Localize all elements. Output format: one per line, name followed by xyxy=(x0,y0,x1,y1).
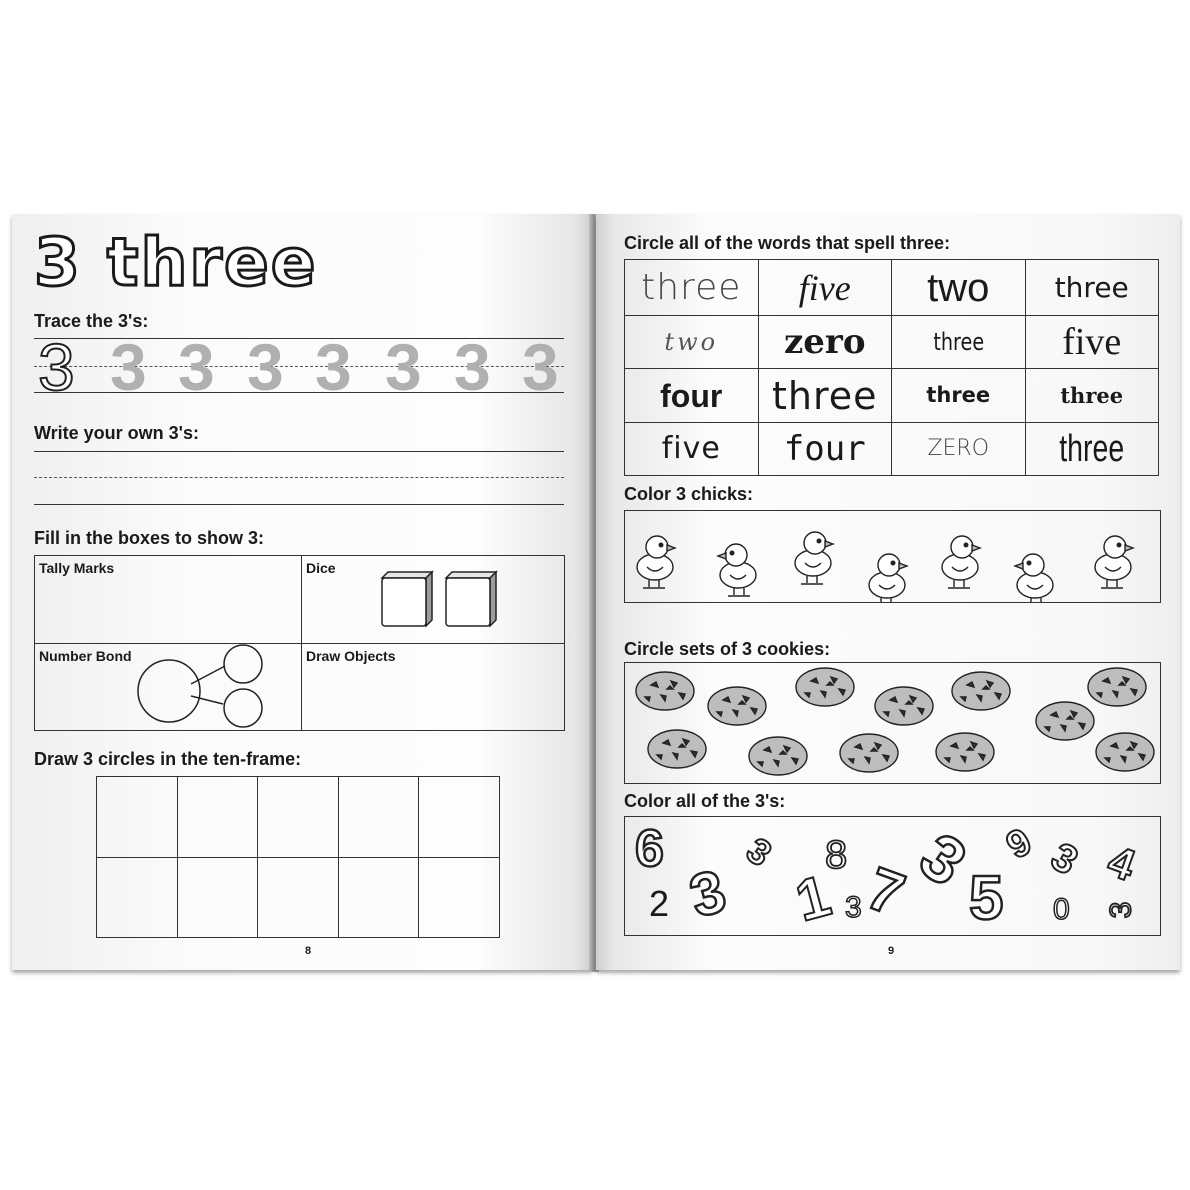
number-glyph[interactable]: 0 xyxy=(1053,893,1070,926)
number-glyph[interactable]: 1 xyxy=(789,862,838,935)
trace-digit[interactable]: 3 xyxy=(454,330,491,404)
word-cell[interactable]: four xyxy=(758,422,892,475)
word-cell[interactable]: ZERO xyxy=(892,422,1026,475)
number-bond-diagram xyxy=(135,644,267,732)
chicks-box xyxy=(624,510,1161,603)
chicks-group xyxy=(625,511,1160,602)
write-mid-dashed-line xyxy=(34,477,564,478)
numbers-box xyxy=(624,816,1161,936)
chick-icon[interactable] xyxy=(795,532,833,584)
chick-icon[interactable] xyxy=(869,554,907,602)
write-base-line[interactable] xyxy=(34,504,564,505)
ten-frame-cell[interactable] xyxy=(338,857,419,938)
trace-digit[interactable]: 3 xyxy=(247,330,284,404)
trace-digit[interactable]: 3 xyxy=(178,330,215,404)
cookie-icon[interactable] xyxy=(1088,668,1146,706)
write-top-line[interactable] xyxy=(34,451,564,452)
word-cell[interactable]: five xyxy=(758,260,892,316)
write-heading: Write your own 3's: xyxy=(34,423,199,443)
word-cell[interactable]: five xyxy=(625,422,759,475)
word-cell[interactable]: three xyxy=(905,316,1012,369)
number-bond-label: Number Bond xyxy=(39,647,132,664)
fill-boxes-table xyxy=(34,555,565,731)
ten-frame-cell[interactable] xyxy=(97,777,178,858)
tenframe-heading: Draw 3 circles in the ten-frame: xyxy=(34,749,302,769)
word-cell[interactable]: two xyxy=(625,316,759,369)
number-glyph[interactable]: 3 xyxy=(1043,834,1086,884)
trace-digit[interactable]: 3 xyxy=(385,330,422,404)
word-cell[interactable]: two xyxy=(892,260,1026,316)
tally-marks-label: Tally Marks xyxy=(39,560,115,576)
dice-box[interactable] xyxy=(302,556,565,644)
cookie-icon[interactable] xyxy=(648,730,706,768)
dice-icon xyxy=(376,568,501,632)
word-cell[interactable]: three xyxy=(892,369,1026,422)
word-cell[interactable]: five xyxy=(1025,316,1159,369)
trace-heading: Trace the 3's: xyxy=(34,311,149,331)
numbers-heading: Color all of the 3's: xyxy=(624,791,786,811)
word-cell[interactable]: three xyxy=(758,369,892,422)
word-cell[interactable]: three xyxy=(1042,422,1142,475)
cookie-icon[interactable] xyxy=(936,733,994,771)
fill-heading: Fill in the boxes to show 3: xyxy=(34,528,265,548)
words-heading: Circle all of the words that spell three: xyxy=(624,233,951,253)
number-bond-box[interactable] xyxy=(35,643,302,731)
number-glyph[interactable]: 3 xyxy=(682,856,733,931)
page-title: 3 three xyxy=(34,224,318,301)
cookie-icon[interactable] xyxy=(1096,733,1154,771)
cookies-box xyxy=(624,662,1161,784)
cookie-icon[interactable] xyxy=(796,668,854,706)
chick-icon[interactable] xyxy=(637,536,675,588)
ten-frame-cell[interactable] xyxy=(338,777,419,858)
chick-icon[interactable] xyxy=(1015,554,1053,602)
number-glyph[interactable]: 3 xyxy=(1104,901,1138,919)
number-glyph[interactable]: 2 xyxy=(649,883,670,924)
cookies-heading: Circle sets of 3 cookies: xyxy=(624,639,831,659)
ten-frame-cell[interactable] xyxy=(177,857,258,938)
cookie-icon[interactable] xyxy=(875,687,933,725)
left-page xyxy=(12,214,592,970)
chicks-heading: Color 3 chicks: xyxy=(624,484,754,504)
word-cell[interactable]: four xyxy=(625,369,759,422)
word-cell[interactable]: three xyxy=(1025,260,1159,316)
number-glyph[interactable]: 6 xyxy=(635,820,664,878)
word-cell[interactable]: three xyxy=(1025,369,1159,422)
draw-objects-box[interactable] xyxy=(302,643,565,731)
trace-digit: 3 xyxy=(38,330,75,404)
trace-digit[interactable]: 3 xyxy=(522,330,559,404)
dice-label: Dice xyxy=(306,560,336,576)
draw-objects-label: Draw Objects xyxy=(306,647,396,664)
number-glyph[interactable]: 8 xyxy=(825,833,848,877)
ten-frame-cell[interactable] xyxy=(419,857,500,938)
open-workbook xyxy=(12,214,1180,974)
chick-icon[interactable] xyxy=(1095,536,1133,588)
cookie-icon[interactable] xyxy=(749,737,807,775)
cookie-icon[interactable] xyxy=(1036,702,1094,740)
words-table xyxy=(624,259,1159,476)
number-glyph[interactable]: 5 xyxy=(969,864,1004,933)
page-number: 9 xyxy=(888,945,895,957)
ten-frame-cell[interactable] xyxy=(419,777,500,858)
cookie-icon[interactable] xyxy=(840,734,898,772)
trace-digit[interactable]: 3 xyxy=(110,330,147,404)
trace-digit[interactable]: 3 xyxy=(315,330,352,404)
page-number: 8 xyxy=(305,945,312,957)
ten-frame-cell[interactable] xyxy=(258,777,339,858)
cookie-icon[interactable] xyxy=(636,672,694,710)
word-cell[interactable]: three xyxy=(625,260,759,316)
word-cell[interactable]: zero xyxy=(758,316,892,369)
ten-frame-cell[interactable] xyxy=(177,777,258,858)
cookie-icon[interactable] xyxy=(708,687,766,725)
cookies-group xyxy=(625,663,1160,783)
right-page xyxy=(596,214,1180,970)
tally-marks-box[interactable] xyxy=(35,556,302,644)
chick-icon[interactable] xyxy=(718,544,756,596)
number-glyph[interactable]: 4 xyxy=(1101,836,1142,891)
number-glyph[interactable]: 9 xyxy=(999,820,1039,868)
ten-frame xyxy=(96,776,500,938)
ten-frame-cell[interactable] xyxy=(258,857,339,938)
number-glyph[interactable]: 3 xyxy=(739,829,780,875)
number-glyph[interactable]: 3 xyxy=(845,891,862,924)
ten-frame-cell[interactable] xyxy=(97,857,178,938)
cookie-icon[interactable] xyxy=(952,672,1010,710)
chick-icon[interactable] xyxy=(942,536,980,588)
number-glyph[interactable]: 7 xyxy=(858,854,913,929)
number-glyph[interactable]: 3 xyxy=(907,818,980,900)
